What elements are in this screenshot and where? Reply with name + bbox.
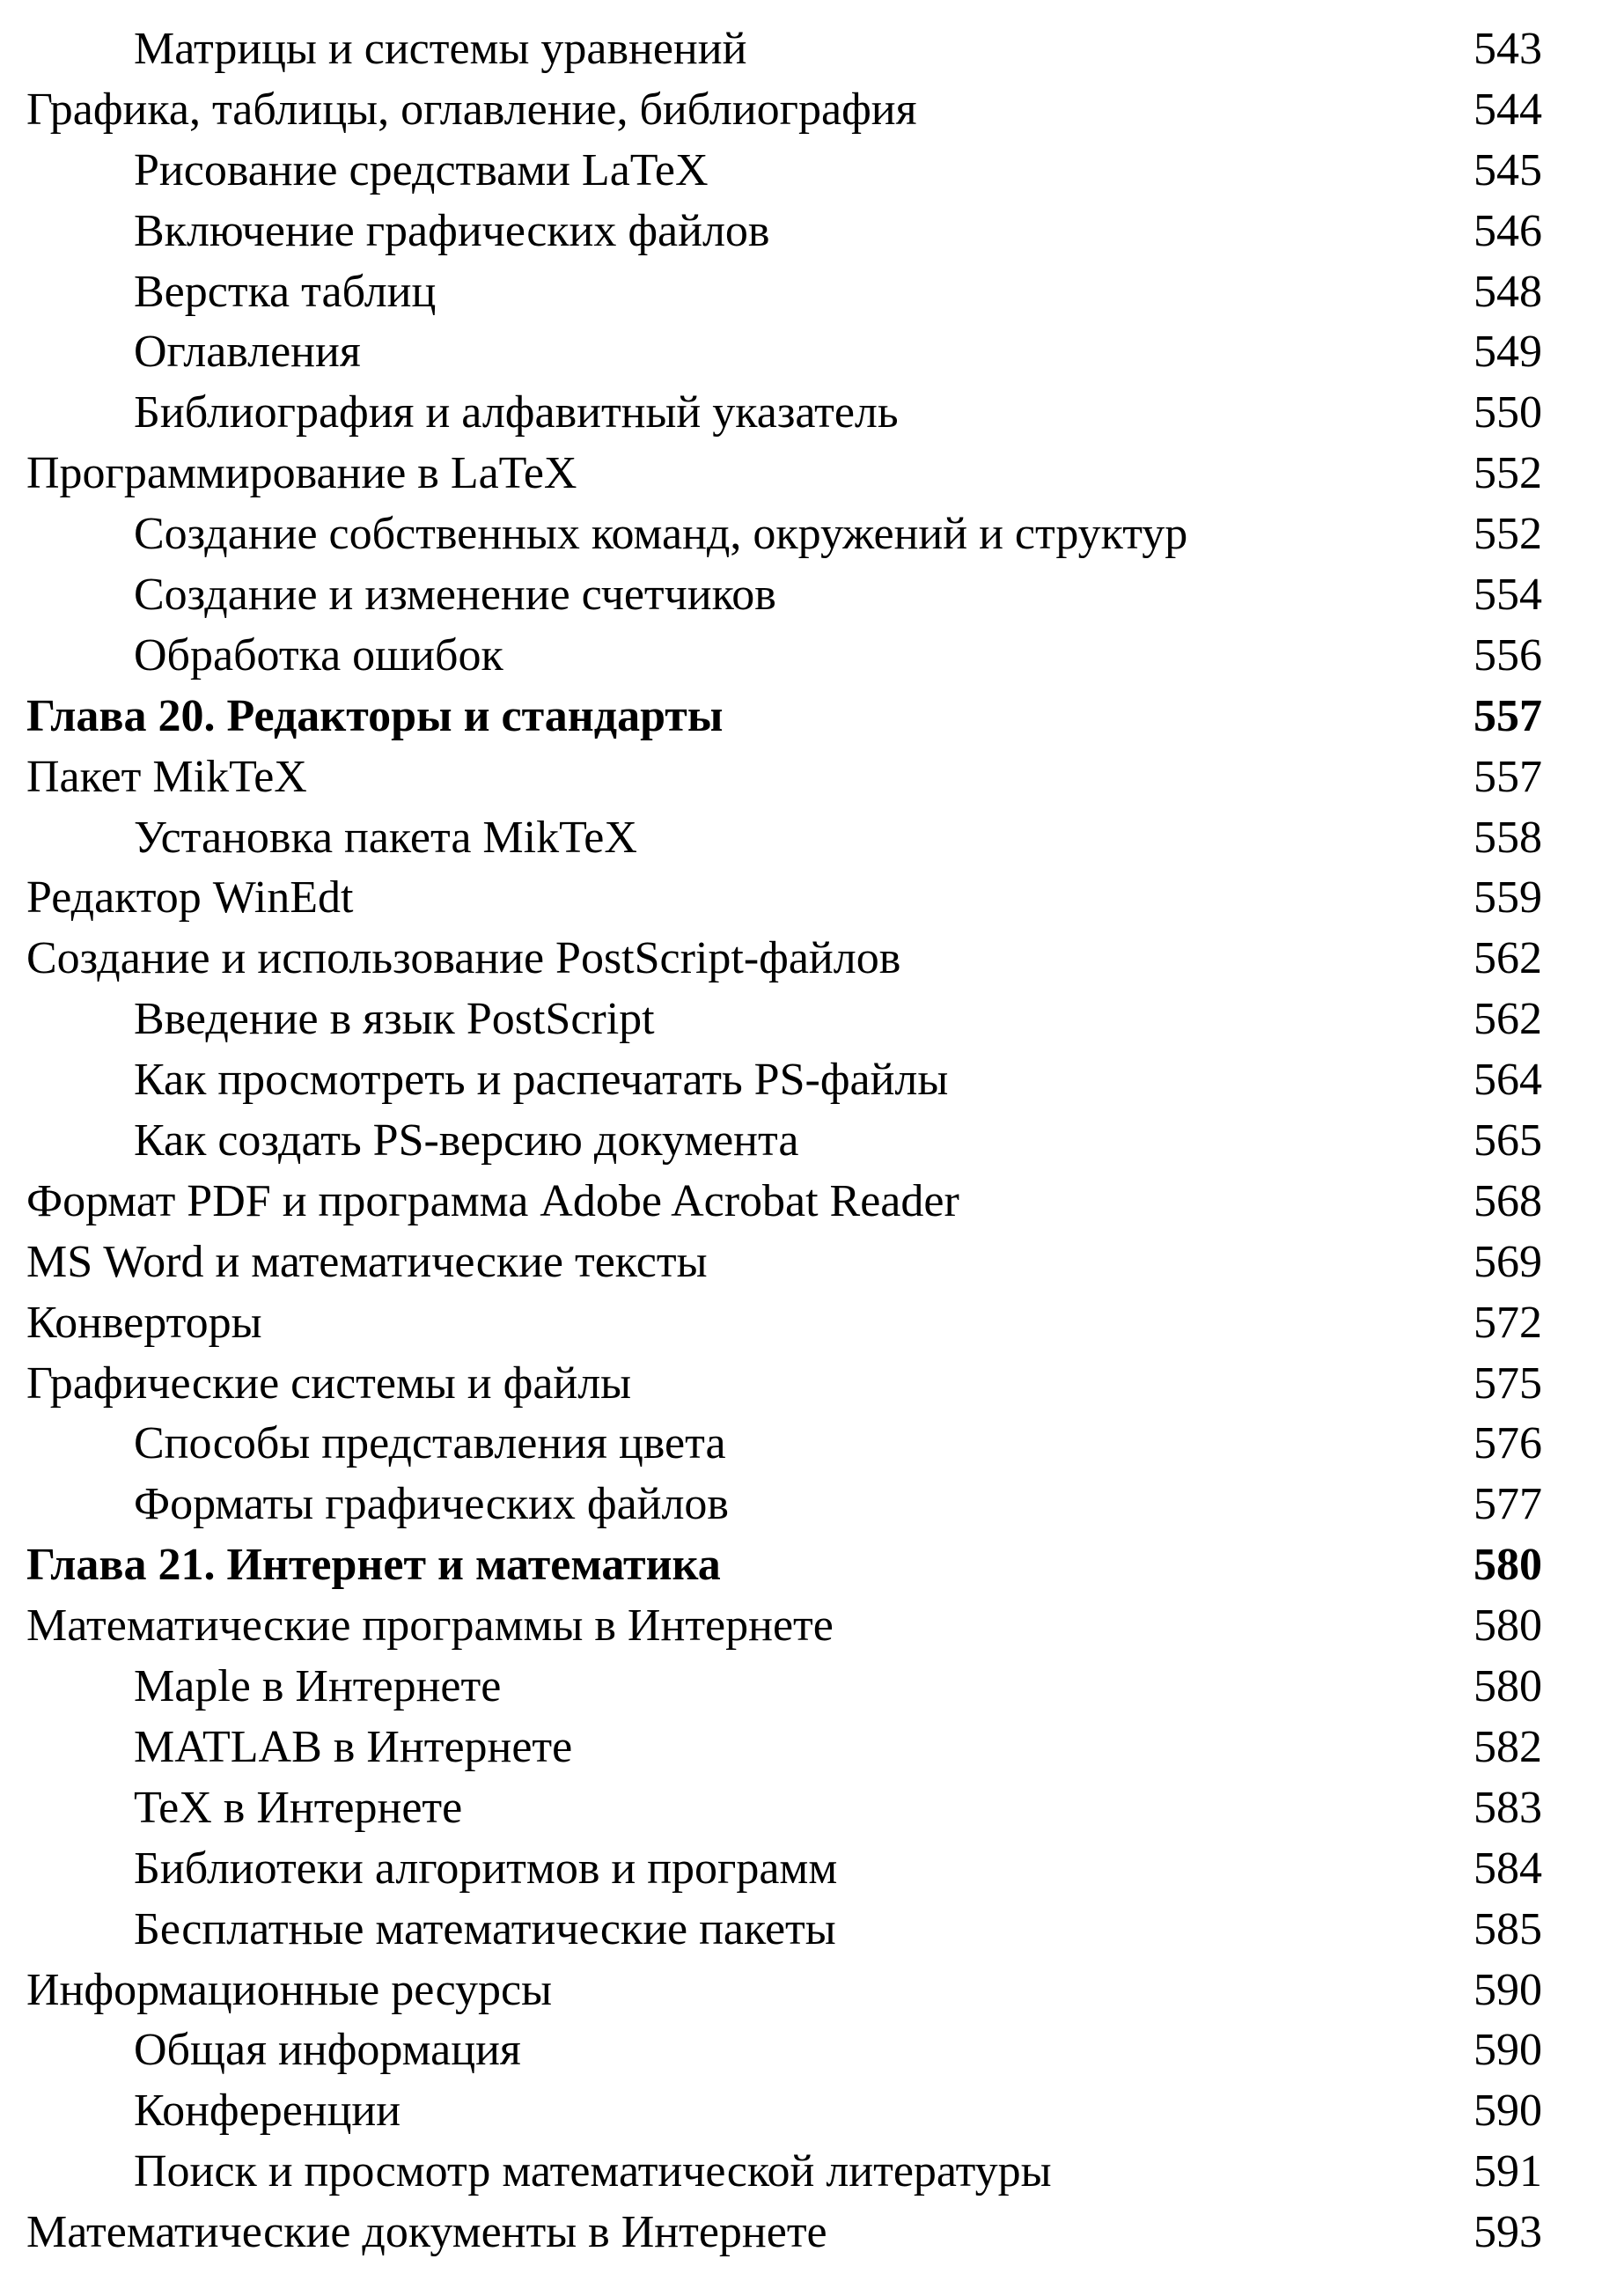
toc-entry-title: Конференции — [134, 2086, 401, 2137]
toc-entry-title: Программирование в LaTeX — [26, 448, 577, 499]
toc-entry — [26, 1354, 1542, 1415]
toc-entry — [26, 1718, 1542, 1778]
toc-entry-title: Графические системы и файлы — [26, 1358, 632, 1409]
toc-entry — [26, 1172, 1542, 1232]
toc-entry-page: 583 — [1473, 1782, 1542, 1833]
toc-entry-page: 593 — [1473, 2207, 1542, 2258]
toc-entry-page: 564 — [1473, 1055, 1542, 1106]
toc-entry — [26, 868, 1542, 929]
toc-entry-title: MS Word и математические тексты — [26, 1236, 708, 1287]
toc-entry-title: Оглавления — [134, 327, 361, 378]
toc-chapter-page: 557 — [1473, 690, 1542, 741]
toc-entry — [26, 1475, 1542, 1535]
toc-entry-title: Редактор WinEdt — [26, 872, 354, 923]
toc-entry-page: 550 — [1473, 387, 1542, 438]
toc-entry — [26, 383, 1542, 444]
toc-entry-title: Графика, таблицы, оглавление, библиография — [26, 84, 917, 135]
toc-entry — [26, 1900, 1542, 1961]
toc-entry — [26, 504, 1542, 565]
toc-entry — [26, 747, 1542, 808]
toc-entry — [26, 19, 1542, 80]
toc-entry-page: 558 — [1473, 812, 1542, 863]
toc-entry-page: 545 — [1473, 144, 1542, 195]
toc-entry-page: 548 — [1473, 266, 1542, 317]
toc-entry-title: Включение графических файлов — [134, 205, 770, 256]
toc-entry-page: 577 — [1473, 1479, 1542, 1530]
toc-entry — [26, 808, 1542, 869]
toc-entry — [26, 2203, 1542, 2263]
toc-entry-title: MATLAB в Интернете — [134, 1721, 573, 1772]
toc-entry-title: Математические программы в Интернете — [26, 1600, 834, 1652]
toc-entry-title: Информационные ресурсы — [26, 1964, 553, 2015]
toc-entry — [26, 626, 1542, 687]
toc-entry-page: 552 — [1473, 509, 1542, 560]
toc-entry — [26, 202, 1542, 262]
toc-entry-page: 584 — [1473, 1843, 1542, 1894]
toc-entry-page: 565 — [1473, 1115, 1542, 1166]
toc-entry — [26, 1414, 1542, 1475]
toc-entry — [26, 1657, 1542, 1718]
toc-entry-page: 562 — [1473, 933, 1542, 984]
toc-entry-page: 554 — [1473, 570, 1542, 621]
toc-entry — [26, 990, 1542, 1050]
toc-entry — [26, 1961, 1542, 2021]
toc-entry-title: Пакет MikTeX — [26, 751, 307, 802]
toc-entry — [26, 2142, 1542, 2203]
toc-entry — [26, 1596, 1542, 1657]
toc-entry — [26, 1050, 1542, 1111]
toc-entry-page: 543 — [1473, 24, 1542, 74]
toc-entry-title: Создание и изменение счетчиков — [134, 570, 776, 621]
toc-entry-title: Библиография и алфавитный указатель — [134, 387, 899, 438]
toc-chapter-entry — [26, 687, 1542, 747]
toc-entry — [26, 2020, 1542, 2081]
toc-entry-page: 562 — [1473, 994, 1542, 1045]
toc-entry-title: Введение в язык PostScript — [134, 994, 655, 1045]
toc-entry — [26, 1839, 1542, 1900]
toc-entry-page: 559 — [1473, 872, 1542, 923]
toc-chapter-title: Глава 20. Редакторы и стандарты — [26, 690, 724, 741]
toc-entry — [26, 444, 1542, 504]
toc-entry-page: 556 — [1473, 629, 1542, 681]
toc-entry — [26, 2081, 1542, 2142]
toc-entry-title: Конверторы — [26, 1297, 262, 1348]
toc-entry-title: Матрицы и системы уравнений — [134, 24, 747, 74]
toc-entry — [26, 141, 1542, 202]
toc-entry-page: 557 — [1473, 751, 1542, 802]
toc-entry-title: Форматы графических файлов — [134, 1479, 729, 1530]
toc-entry-title: Общая информация — [134, 2025, 521, 2076]
toc-entry-page: 575 — [1473, 1358, 1542, 1409]
toc-entry-page: 552 — [1473, 448, 1542, 499]
toc-entry — [26, 1111, 1542, 1172]
toc-entry — [26, 322, 1542, 383]
toc-entry-page: 580 — [1473, 1661, 1542, 1712]
toc-chapter-entry — [26, 1535, 1542, 1596]
toc-entry-page: 549 — [1473, 327, 1542, 378]
toc-chapter-page: 580 — [1473, 1540, 1542, 1591]
toc-entry-page: 576 — [1473, 1418, 1542, 1469]
toc-entry-page: 544 — [1473, 84, 1542, 135]
toc-chapter-title: Глава 21. Интернет и математика — [26, 1540, 721, 1591]
toc-entry-title: Создание собственных команд, окружений и структур — [134, 509, 1188, 560]
toc-entry-title: Библиотеки алгоритмов и программ — [134, 1843, 838, 1894]
toc-entry-title: Установка пакета MikTeX — [134, 812, 637, 863]
toc-entry-title: TeX в Интернете — [134, 1782, 463, 1833]
toc-entry — [26, 565, 1542, 626]
toc-entry-page: 580 — [1473, 1600, 1542, 1652]
toc-entry-title: Математические документы в Интернете — [26, 2207, 827, 2258]
toc-entry-title: Как создать PS-версию документа — [134, 1115, 799, 1166]
toc-entry-page: 590 — [1473, 1964, 1542, 2015]
toc-entry — [26, 1232, 1542, 1293]
toc-entry-title: Рисование средствами LaTeX — [134, 144, 709, 195]
toc-entry-title: Обработка ошибок — [134, 629, 503, 681]
toc-entry-title: Бесплатные математические пакеты — [134, 1903, 836, 1954]
toc-entry — [26, 80, 1542, 141]
toc-entry-page: 582 — [1473, 1721, 1542, 1772]
toc-entry-page: 590 — [1473, 2025, 1542, 2076]
toc-entry-title: Создание и использование PostScript-файлов — [26, 933, 901, 984]
toc-entry-page: 585 — [1473, 1903, 1542, 1954]
toc-entry — [26, 929, 1542, 990]
toc-entry-page: 591 — [1473, 2146, 1542, 2197]
toc-entry-page: 569 — [1473, 1236, 1542, 1287]
table-of-contents — [26, 19, 1542, 2263]
toc-entry — [26, 1778, 1542, 1839]
toc-entry-title: Maple в Интернете — [134, 1661, 502, 1712]
toc-entry-title: Верстка таблиц — [134, 266, 437, 317]
toc-entry-title: Формат PDF и программа Adobe Acrobat Reader — [26, 1175, 959, 1226]
toc-entry-page: 590 — [1473, 2086, 1542, 2137]
toc-entry-page: 568 — [1473, 1175, 1542, 1226]
toc-entry-title: Как просмотреть и распечатать PS-файлы — [134, 1055, 949, 1106]
toc-entry-page: 546 — [1473, 205, 1542, 256]
toc-entry — [26, 1293, 1542, 1354]
toc-entry-title: Поиск и просмотр математической литературы — [134, 2146, 1052, 2197]
toc-entry-page: 572 — [1473, 1297, 1542, 1348]
toc-entry-title: Способы представления цвета — [134, 1418, 726, 1469]
toc-entry — [26, 262, 1542, 323]
